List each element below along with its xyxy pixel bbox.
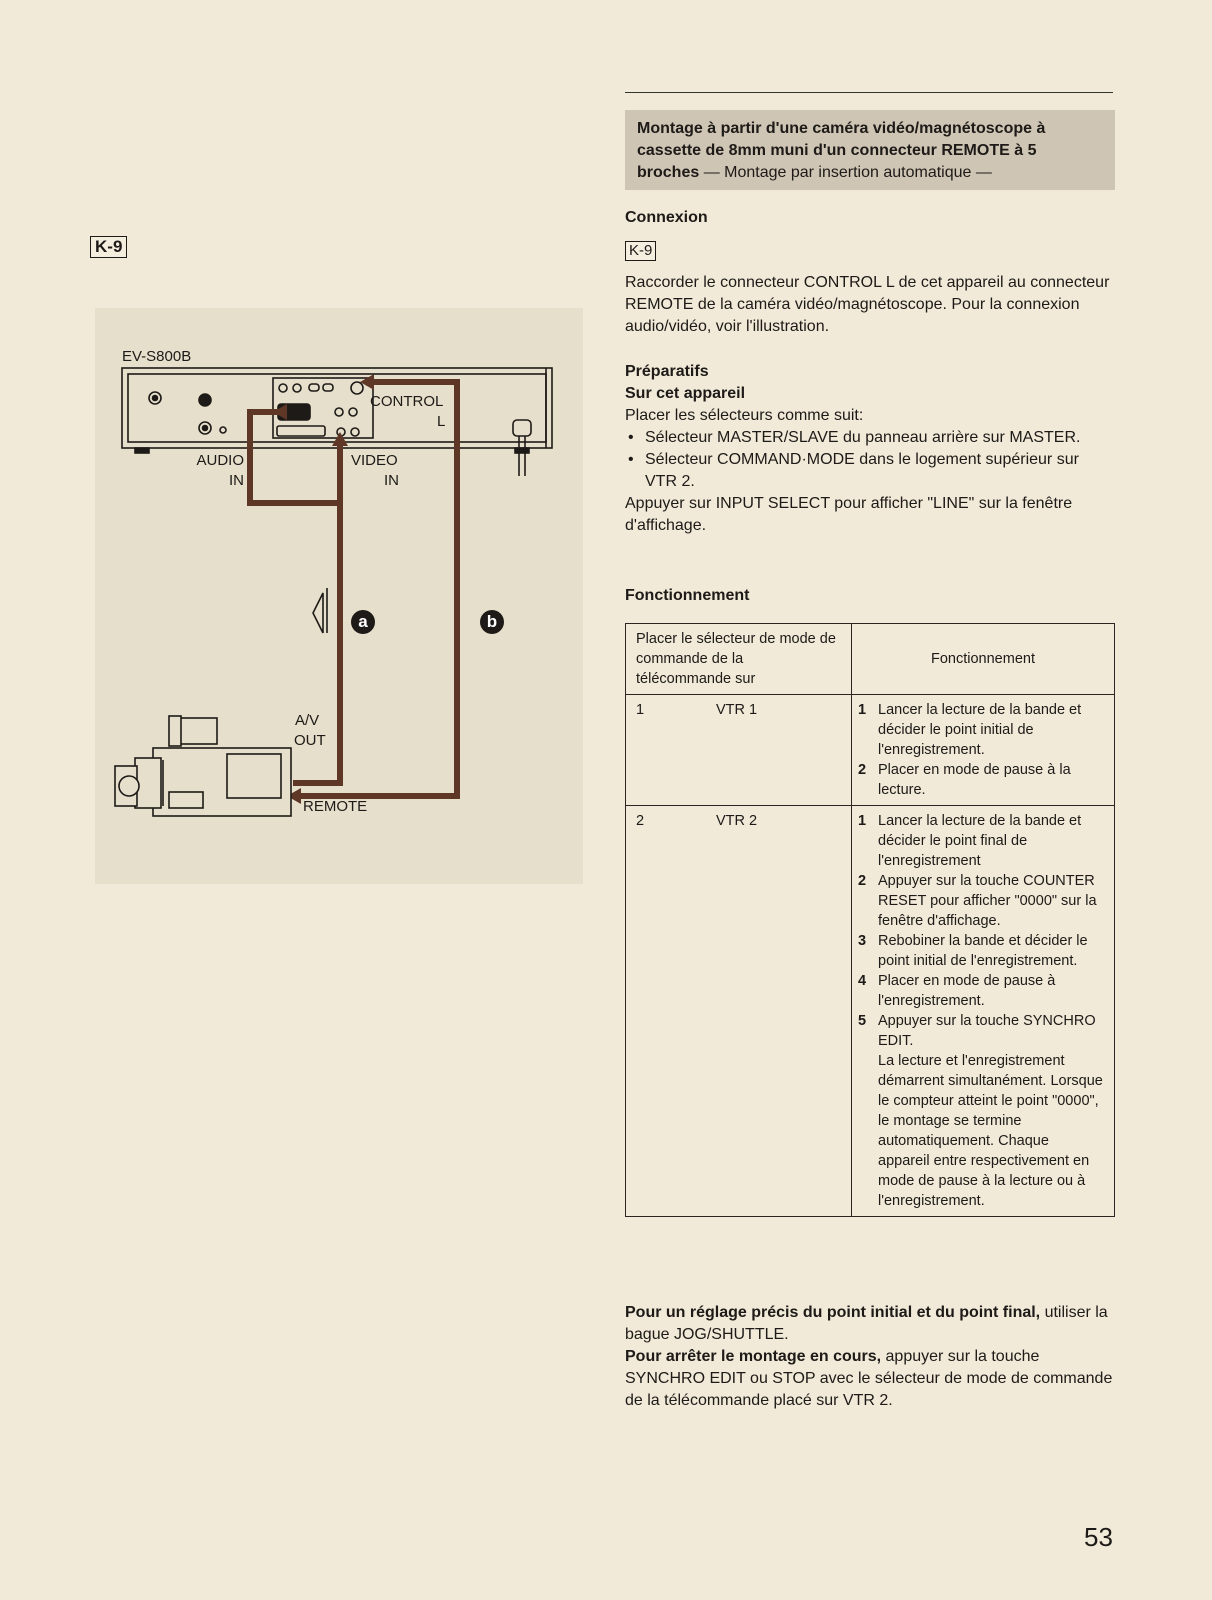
bullet-item: • Sélecteur COMMAND·MODE dans le logement supérieur sur VTR 2.	[625, 449, 1115, 493]
step-item: 1 Lancer la lecture de la bande et décider le point final de l'enregistrement	[858, 813, 1082, 869]
connexion-ref-box: K-9	[625, 241, 656, 261]
connexion-heading: Connexion	[625, 209, 708, 226]
connexion-ref	[625, 241, 656, 261]
step-item: 3 Rebobiner la bande et décider le point initial de l'enregistrement.	[858, 933, 1088, 969]
section-title-rest: — Montage par insertion automatique —	[699, 164, 992, 181]
cable-b-arrow-control	[360, 374, 374, 390]
step-item: 2 Appuyer sur la touche COUNTER RESET pour afficher "0000" sur la fenêtre d'affichage.	[858, 873, 1097, 929]
table-row	[626, 695, 1115, 806]
preparatifs-bullets	[625, 427, 1115, 493]
preparatifs-intro: Placer les sélecteurs comme suit:	[625, 407, 864, 424]
fonctionnement-heading: Fonctionnement	[625, 587, 750, 604]
camcorder	[115, 716, 291, 816]
callout-a: a	[351, 610, 375, 634]
av-label: A/V	[295, 712, 320, 729]
notes	[625, 1302, 1115, 1412]
callout-b: b	[480, 610, 504, 634]
figure-label	[90, 236, 127, 258]
table-cell-setting	[626, 695, 852, 806]
table-cell-setting	[626, 806, 852, 1217]
table-cell-steps	[852, 695, 1115, 806]
row-number: 2	[636, 813, 645, 829]
direction-arrow	[313, 588, 327, 633]
table-header-row	[626, 624, 1115, 695]
audio-label: AUDIO	[196, 452, 244, 469]
table-header-left: Placer le sélecteur de mode de commande de la télécommande sur	[626, 624, 852, 695]
preparatifs-heading: Préparatifs	[625, 363, 709, 380]
note-stop-editing: Pour arrêter le montage en cours, appuyer sur la touche SYNCHRO EDIT ou STOP avec le sélecteur de mode de commande de la télécommande placé sur VTR 2.	[625, 1348, 1113, 1409]
step-item: 4 Placer en mode de pause à l'enregistrement.	[858, 973, 1056, 1009]
figure-label-box: K-9	[90, 236, 127, 258]
preparatifs-body	[625, 405, 1115, 537]
step-item: 2 Placer en mode de pause à la lecture.	[858, 762, 1071, 798]
preparatifs-subheading: Sur cet appareil	[625, 385, 746, 402]
model-label: EV-S800B	[122, 348, 192, 365]
table-header-right: Fonctionnement	[852, 624, 1115, 695]
bullet-item: • Sélecteur MASTER/SLAVE du panneau arrière sur MASTER.	[625, 427, 1115, 449]
step-item: 1 Lancer la lecture de la bande et décider le point initial de l'enregistrement.	[858, 702, 1082, 758]
row-setting: VTR 1	[716, 702, 758, 718]
top-rule	[625, 92, 1113, 93]
page-number: 53	[1084, 1522, 1113, 1552]
connection-diagram	[95, 308, 583, 884]
note-fine-tuning: Pour un réglage précis du point initial et du point final, utiliser la bague JOG/SHUTTLE.	[625, 1304, 1108, 1343]
preparatifs-outro: Appuyer sur INPUT SELECT pour afficher "LINE" sur la fenêtre d'affichage.	[625, 495, 1073, 534]
step-text: Appuyer sur la touche SYNCHRO EDIT.	[878, 1013, 1096, 1049]
video-in-label: IN	[384, 472, 399, 489]
row-setting: VTR 2	[716, 813, 758, 829]
connexion-text: Raccorder le connecteur CONTROL L de cet appareil au connecteur REMOTE de la caméra vidéo/magnétoscope. Pour la connexion audio/vidéo, voir l'illustration.	[625, 274, 1110, 335]
table-row	[626, 806, 1115, 1217]
step-item: 5 Appuyer sur la touche SYNCHRO EDIT. La lecture et l'enregistrement démarrent simultanément. Lorsque le compteur atteint le point "0000", le montage se termine automatiquement. Chaque appareil entre respectivement en mode de pause à la lecture ou à l'enregistrement.	[858, 1013, 1103, 1209]
control-l-label: L	[437, 413, 446, 430]
section-title-bold: Montage à partir d'une caméra vidéo/magnétoscope à cassette de 8mm muni d'un connecteur REMOTE à 5 broches	[637, 120, 1046, 181]
remote-label: REMOTE	[303, 798, 368, 815]
section-header	[625, 110, 1115, 190]
step-extra: La lecture et l'enregistrement démarrent simultanément. Lorsque le compteur atteint le point "0000", le montage se termine automatiquement. Chaque appareil entre respectivement en mode de pause à la lecture ou à l'enregistrement.	[878, 1053, 1103, 1209]
video-label: VIDEO	[351, 452, 398, 469]
audio-in-label: IN	[229, 472, 244, 489]
av-out-label: OUT	[294, 732, 326, 749]
operation-table	[625, 623, 1115, 1217]
cable-a-arrow-video	[332, 432, 348, 446]
control-label: CONTROL	[370, 393, 444, 410]
table-cell-steps	[852, 806, 1115, 1217]
row-number: 1	[636, 702, 645, 718]
